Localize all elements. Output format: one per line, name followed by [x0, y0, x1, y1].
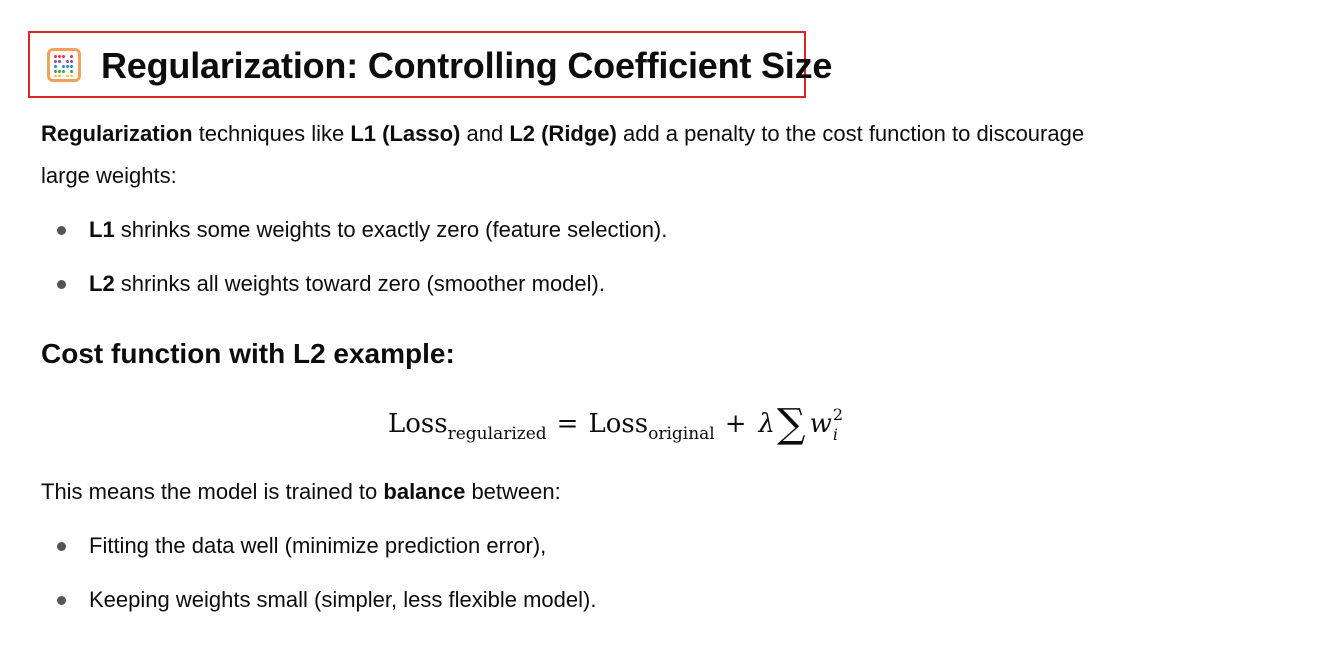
bullet-dot: [57, 226, 66, 235]
formula-lambda: λ: [758, 409, 775, 439]
formula-index: i: [832, 424, 838, 444]
intro-text: techniques like: [192, 121, 351, 146]
formula-sum-sign: ∑: [777, 401, 806, 447]
balance-text: This means the model is trained to: [41, 479, 384, 504]
intro-text: and: [460, 121, 510, 146]
page-title: Regularization: Controlling Coefficient Size: [101, 45, 833, 86]
intro-term-l1: L1 (Lasso): [350, 121, 461, 146]
bullet-dot: [57, 542, 66, 551]
bullet-dot: [57, 596, 66, 605]
balance-text: between:: [465, 479, 561, 504]
list-item: [89, 268, 605, 300]
list-item-text: shrinks some weights to exactly zero (feature selection).: [114, 217, 668, 242]
list-item-text: shrinks all weights toward zero (smoother model).: [114, 271, 605, 296]
list-item: Fitting the data well (minimize prediction error),: [89, 533, 547, 558]
formula-weight-indices: [832, 404, 846, 444]
balance-paragraph: [41, 471, 561, 513]
intro-term-l2: L2 (Ridge): [509, 121, 617, 146]
formula-weight: w: [809, 409, 832, 439]
list-item: Keeping weights small (simpler, less flexible model).: [89, 587, 597, 612]
intro-text: add a penalty to the cost function to discourage: [616, 121, 1085, 146]
list-item: [89, 214, 667, 246]
l2-cost-formula: [388, 396, 846, 452]
formula-exponent: 2: [832, 404, 844, 424]
formula-subscript-regularized: regularized: [447, 424, 547, 444]
section-heading: Cost function with L2 example:: [41, 338, 455, 369]
formula-subscript-original: original: [648, 424, 715, 444]
bullet-dot: [57, 280, 66, 289]
formula-equals: =: [556, 409, 579, 439]
intro-paragraph-line-2: large weights:: [41, 163, 177, 188]
list-item-term: L2: [89, 271, 115, 296]
balance-term: balance: [383, 479, 466, 504]
formula-loss-original: Loss: [588, 409, 649, 439]
formula-loss-regularized: Loss: [388, 409, 448, 439]
list-item-term: L1: [89, 217, 115, 242]
formula-plus: +: [724, 409, 747, 439]
intro-paragraph-line-1: [41, 113, 1084, 155]
abacus-icon: [46, 47, 82, 83]
intro-term-regularization: Regularization: [41, 121, 193, 146]
